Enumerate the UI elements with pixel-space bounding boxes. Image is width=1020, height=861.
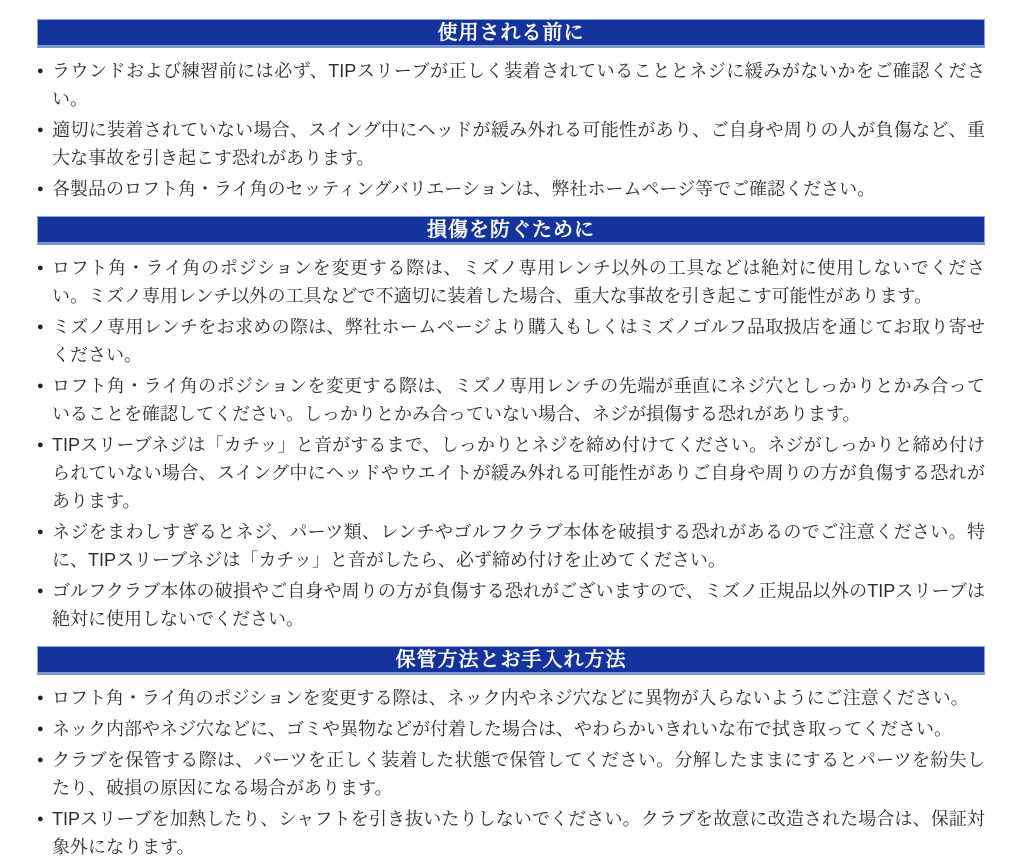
bullet-icon: ● <box>37 321 44 333</box>
section-header-bar <box>37 19 985 48</box>
list-item <box>37 254 985 310</box>
list-item <box>37 715 985 743</box>
bullet-icon: ● <box>37 692 44 704</box>
list-item <box>37 431 985 515</box>
list-item <box>37 746 985 802</box>
bullet-text: ミズノ専用レンチをお求めの際は、弊社ホームページより購入もしくはミズノゴルフ品取扱店を通じてお取り寄せください。 <box>52 317 985 365</box>
list-item <box>37 116 985 172</box>
bullet-text: ロフト角・ライ角のポジションを変更する際は、ミズノ専用レンチ以外の工具などは絶対に使用しないでください。ミズノ専用レンチ以外の工具などで不適切に装着した場合、重大な事故を引き起こす可能性があります。 <box>52 258 985 306</box>
bullet-text: TIPスリーブを加熱したり、シャフトを引き抜いたりしないでください。クラブを故意に改造された場合は、保証対象外になります。 <box>52 809 985 857</box>
bullet-text: クラブを保管する際は、パーツを正しく装着した状態で保管してください。分解したままにするとパーツを紛失したり、破損の原因になる場合があります。 <box>52 750 985 798</box>
bullet-list <box>37 57 985 203</box>
list-item <box>37 805 985 861</box>
list-item <box>37 518 985 574</box>
bullet-icon: ● <box>37 262 44 274</box>
list-item <box>37 372 985 428</box>
section-title: 損傷を防ぐために <box>427 218 595 241</box>
bullet-icon: ● <box>37 183 44 195</box>
bullet-text: TIPスリーブネジは「カチッ」と音がするまで、しっかりとネジを締め付けてください。ネジがしっかりと締め付けられていない場合、スイング中にヘッドやウエイトが緩み外れる可能性がありご自身や周りの方が負傷する恐れがあります。 <box>52 435 985 511</box>
bullet-text: ネジをまわしすぎるとネジ、パーツ類、レンチやゴルフクラブ本体を破損する恐れがあるのでご注意ください。特に、TIPスリーブネジは「カチッ」と音がしたら、必ず締め付けを止めてください。 <box>52 522 985 570</box>
section-prevent-damage <box>37 216 985 633</box>
bullet-icon: ● <box>37 124 44 136</box>
list-item <box>37 313 985 369</box>
bullet-text: ネック内部やネジ穴などに、ゴミや異物などが付着した場合は、やわらかいきれいな布で拭き取ってください。 <box>52 719 952 739</box>
section-title: 保管方法とお手入れ方法 <box>395 648 627 671</box>
bullet-icon: ● <box>37 526 44 538</box>
section-header-bar <box>37 216 985 245</box>
section-title: 使用される前に <box>437 21 585 44</box>
bullet-text: 各製品のロフト角・ライ角のセッティングバリエーションは、弊社ホームページ等でご確認ください。 <box>52 179 876 199</box>
bullet-icon: ● <box>37 380 44 392</box>
bullet-list <box>37 254 985 633</box>
section-before-use <box>37 19 985 203</box>
bullet-text: ゴルフクラブ本体の破損やご自身や周りの方が負傷する恐れがございますので、ミズノ正規品以外のTIPスリーブは絶対に使用しないでください。 <box>52 581 985 629</box>
list-item <box>37 684 985 712</box>
section-storage-care <box>37 646 985 861</box>
bullet-text: ロフト角・ライ角のポジションを変更する際は、ミズノ専用レンチの先端が垂直にネジ穴としっかりとかみ合っていることを確認してください。しっかりとかみ合っていない場合、ネジが損傷する恐れがあります。 <box>52 376 985 424</box>
bullet-text: ロフト角・ライ角のポジションを変更する際は、ネック内やネジ穴などに異物が入らないようにご注意ください。 <box>52 688 969 708</box>
bullet-icon: ● <box>37 754 44 766</box>
bullet-text: 適切に装着されていない場合、スイング中にヘッドが緩み外れる可能性があり、ご自身や周りの人が負傷など、重大な事故を引き起こす恐れがあります。 <box>52 120 985 168</box>
bullet-list <box>37 684 985 861</box>
bullet-icon: ● <box>37 65 44 77</box>
bullet-icon: ● <box>37 585 44 597</box>
bullet-text: ラウンドおよび練習前には必ず、TIPスリーブが正しく装着されていることとネジに緩みがないかをご確認ください。 <box>52 61 985 109</box>
list-item <box>37 175 985 203</box>
list-item <box>37 57 985 113</box>
section-header-bar <box>37 646 985 675</box>
bullet-icon: ● <box>37 723 44 735</box>
list-item <box>37 577 985 633</box>
bullet-icon: ● <box>37 813 44 825</box>
bullet-icon: ● <box>37 439 44 451</box>
